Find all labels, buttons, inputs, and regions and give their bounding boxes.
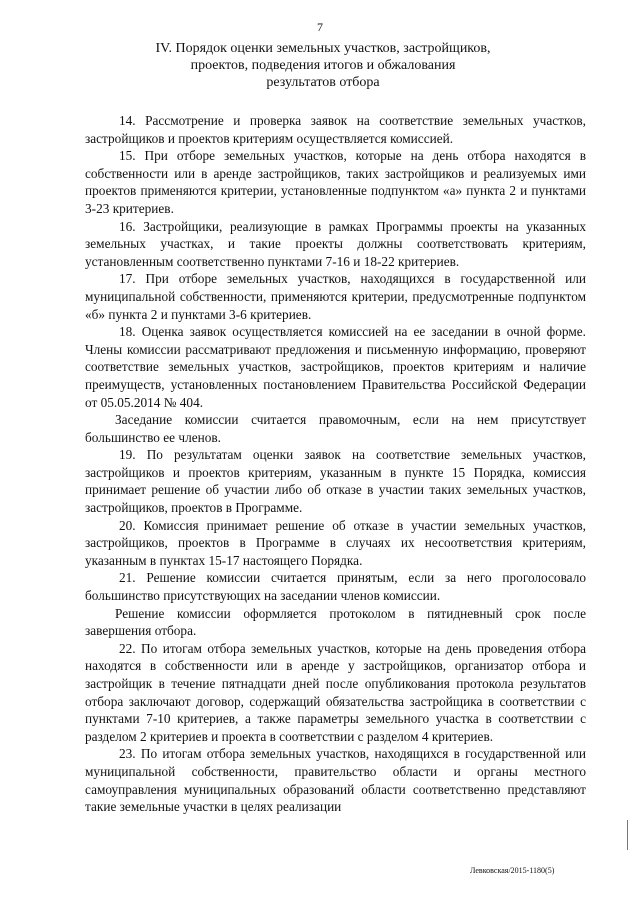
document-footer-code: Левковская/2015-1180(5)	[470, 866, 555, 875]
paragraph-19: 19. По результатам оценки заявок на соответствие земельных участков, застройщиков и проектов критериям, указанным в пункте 15 Порядка, комиссия принимает решение об участии либо об отказе в участии таких земельных участков, застройщиков, проектов в Программе.	[85, 447, 586, 516]
paragraph-14: 14. Рассмотрение и проверка заявок на соответствие земельных участков, застройщиков и проектов критериям осуществляется комиссией.	[85, 113, 586, 146]
heading-line: результатов отбора	[266, 75, 380, 90]
paragraph-20: 20. Комиссия принимает решение об отказе в участии земельных участков, застройщиков, проектов в Программе в случаях их несоответствия критериям, указанным в пунктах 15-17 настоящего Порядка.	[85, 517, 586, 568]
paragraph-23: 23. По итогам отбора земельных участков, находящихся в государственной или муниципальной собственности, правительство области и органы местного самоуправления муниципальных образований области соответственно представляют такие земельные участки в целях реализации	[85, 746, 586, 815]
scan-edge-mark	[627, 820, 628, 850]
section-heading	[88, 40, 558, 91]
heading-line: проектов, подведения итогов и обжалования	[190, 58, 456, 73]
page-number: 7	[317, 20, 323, 34]
paragraph-16: 16. Застройщики, реализующие в рамках Программы проекты на указанных земельных участках, и такие проекты должны соответствовать критериям, установленным соответственно пунктами 7-16 и 18-22 критериев.	[85, 218, 586, 269]
heading-line: IV. Порядок оценки земельных участков, застройщиков,	[155, 41, 491, 56]
paragraph-15: 15. При отборе земельных участков, которые на день отбора находятся в собственности или в аренде застройщиков, таких застройщиков и реализуемых ими проектов применяются критерии, установленные подпунктом «а» пункта 2 и пунктами 3-23 критериев.	[85, 148, 586, 216]
paragraph-protocol: Решение комиссии оформляется протоколом в пятидневный срок после завершения отбора.	[85, 605, 586, 639]
paragraph-17: 17. При отборе земельных участков, находящихся в государственной или муниципальной собственности, применяются критерии, предусмотренные подпунктом «б» пункта 2 и пунктами 3-6 критериев.	[85, 271, 586, 322]
paragraph-21: 21. Решение комиссии считается принятым, если за него проголосовало большинство присутствующих на заседании членов комиссии.	[85, 570, 586, 604]
paragraph-quorum: Заседание комиссии считается правомочным, если на нем присутствует большинство ее членов.	[85, 412, 586, 445]
document-body	[85, 112, 586, 816]
paragraph-18: 18. Оценка заявок осуществляется комиссией на ее заседании в очной форме. Члены комиссии рассматривают предложения и письменную информацию, проверяют соответствие земельных участков, застройщиков, проектов критериям и наличие преимуществ, установленных постановлением Правительства Российской Федерации от 05.05.2014 № 404.	[85, 324, 586, 410]
paragraph-22: 22. По итогам отбора земельных участков, которые на день проведения отбора находятся в собственности или в аренде у застройщиков, организатор отбора и застройщик в течение пятнадцати дней после опубликования протокола результатов отбора заключают договор, содержащий обязательства застройщика в соответствии с пунктами 7-10 критериев, а также параметры земельного участка в соответствии с разделом 2 критериев и проекта в соответствии с разделом 4 критериев.	[85, 640, 586, 744]
